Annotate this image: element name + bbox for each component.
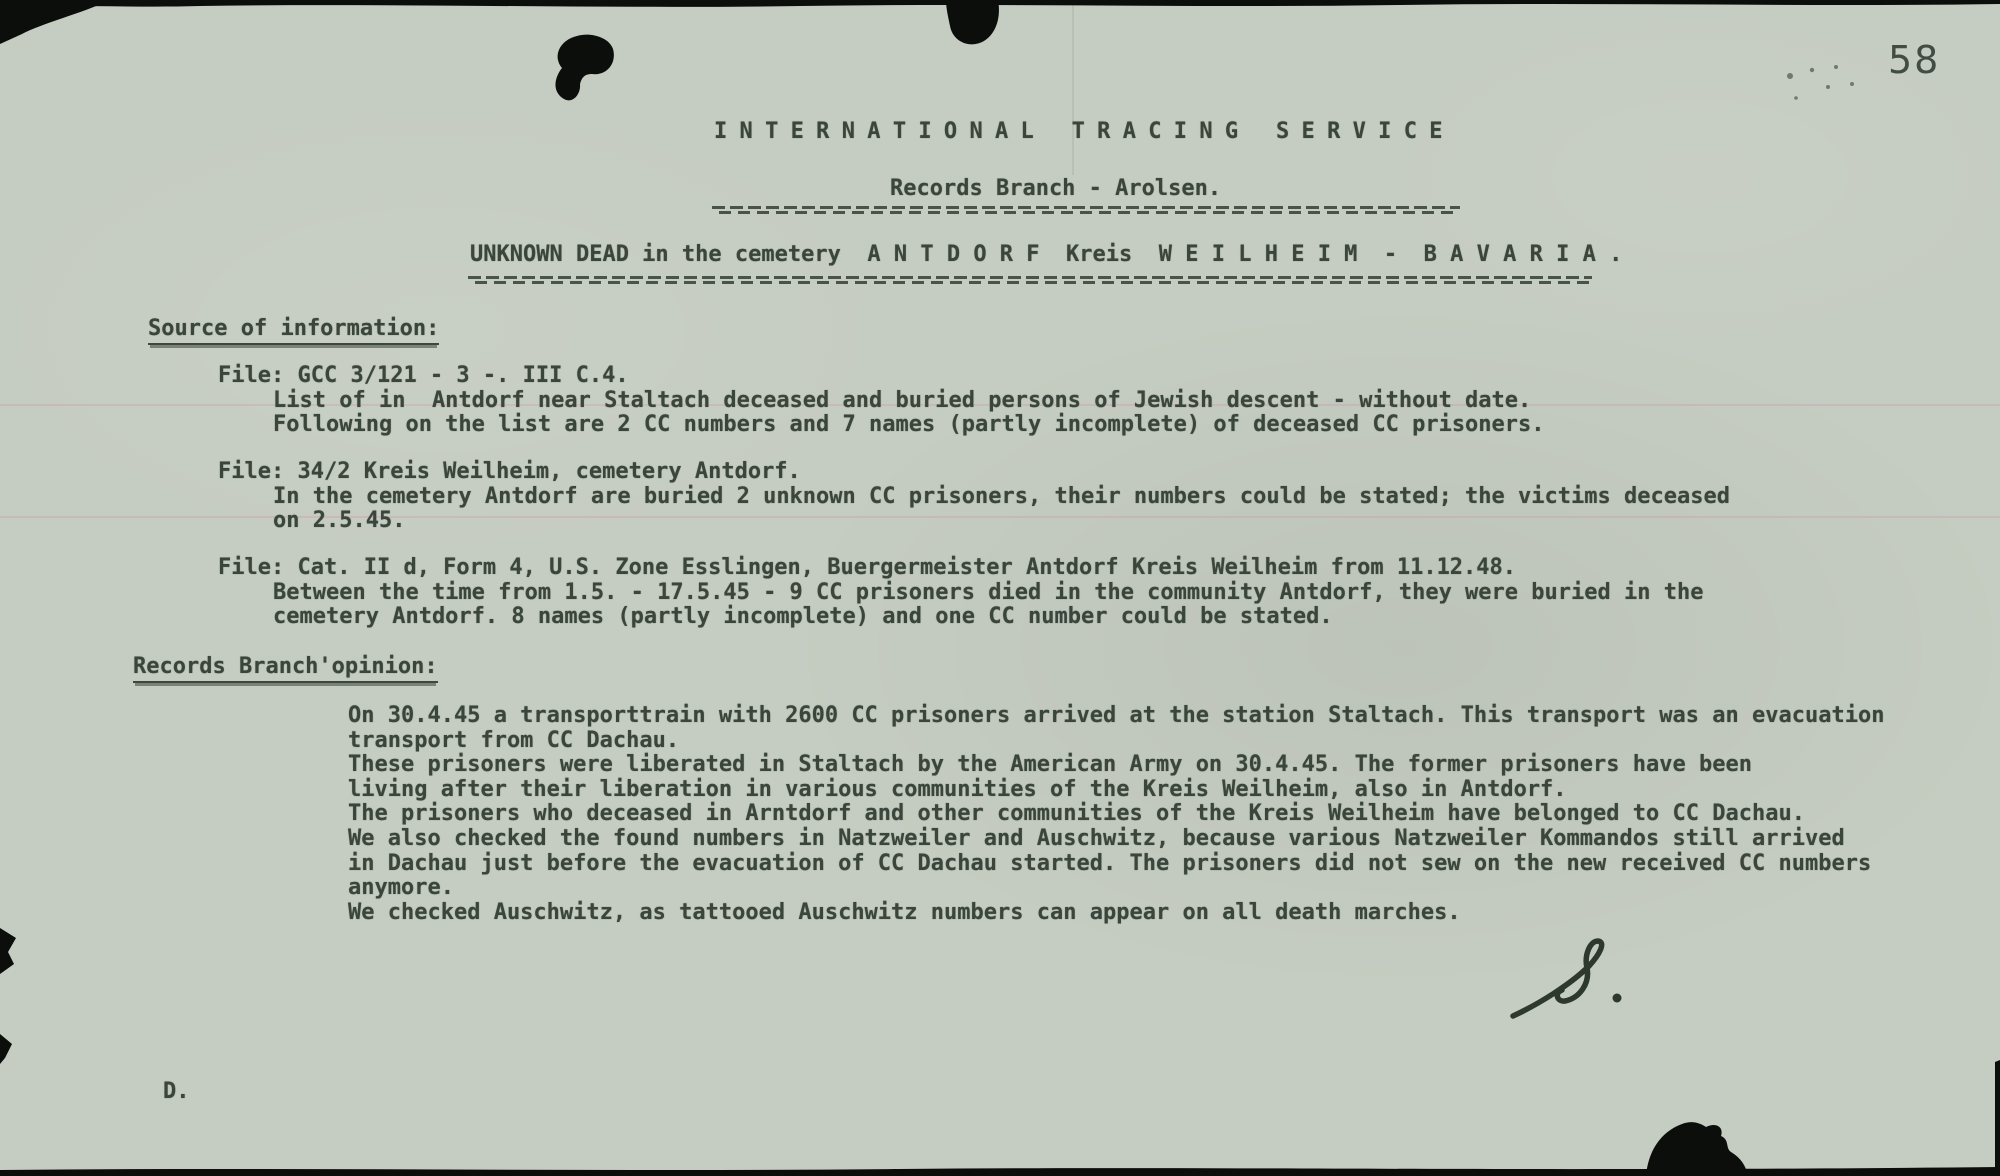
file-entry: [218, 555, 1704, 630]
file-entry: [218, 459, 1730, 534]
scan-blob-bottom-right: [1646, 1122, 1748, 1176]
scan-nick-left-mid: [0, 928, 16, 974]
opinion-heading-text: Records Branch'opinion:: [133, 654, 438, 683]
file-reference-line: [218, 556, 1703, 581]
document-title: UNKNOWN DEAD in the cemetery A N T D O R F Kreis W E I L H E I M - B A V A R I A .: [470, 242, 1623, 267]
branch-subtitle: Records Branch - Arolsen.: [890, 176, 1222, 201]
opinion-line: in Dachau just before the evacuation of CC Dachau started. The prisoners did not sew on the new received CC numbers: [348, 850, 1872, 876]
file-line: Between the time from 1.5. - 17.5.45 - 9 CC prisoners died in the community Antdorf, they were buried in the: [273, 579, 1704, 605]
scan-nick-left-low: [0, 1034, 12, 1064]
file-line: Following on the list are 2 CC numbers and 7 names (partly incomplete) of deceased CC prisoners.: [273, 412, 1545, 438]
opinion-section-heading: [133, 655, 438, 680]
file-reference: GCC 3/121 - 3 -. III C.4.: [297, 363, 629, 388]
signature-dot: [1613, 994, 1622, 1003]
opinion-line: These prisoners were liberated in Staltach by the American Army on 30.4.45. The former prisoners have been: [348, 752, 1752, 778]
scan-corner-top-left: [0, 0, 110, 44]
file-entry: [218, 363, 1545, 438]
file-line: List of in Antdorf near Staltach deceased and buried persons of Jewish descent - without date.: [273, 387, 1532, 413]
opinion-line: transport from CC Dachau.: [348, 727, 680, 753]
scan-edge-top: [0, 0, 2000, 7]
opinion-line: anymore.: [348, 875, 454, 901]
ink-specks: [1787, 65, 1854, 100]
file-line: on 2.5.45.: [273, 508, 406, 534]
scan-edge-bottom: [0, 1167, 2000, 1176]
file-reference: Cat. II d, Form 4, U.S. Zone Esslingen, Buergermeister Antdorf Kreis Weilheim from 11.12.48.: [297, 555, 1517, 580]
opinion-paragraph: [348, 704, 1884, 925]
opinion-line: We checked Auschwitz, as tattooed Auschwitz numbers can appear on all death marches.: [348, 899, 1461, 925]
separator-line: [712, 206, 1460, 214]
page-number: 58: [1888, 38, 1941, 82]
file-reference-line: [218, 364, 1545, 389]
hole-punch-blob-right: [946, 0, 999, 44]
handwritten-initial-icon: [1505, 938, 1675, 1033]
source-heading-text: Source of information:: [148, 316, 439, 345]
opinion-line: The prisoners who deceased in Arntdorf and other communities of the Kreis Weilheim have belonged to CC Dachau.: [348, 801, 1805, 827]
hole-punch-blob-left: [556, 35, 614, 101]
source-section-heading: [148, 317, 439, 342]
org-title: INTERNATIONAL TRACING SERVICE: [714, 119, 1455, 144]
opinion-line: living after their liberation in various communities of the Kreis Weilheim, also in Antdorf.: [348, 776, 1567, 802]
file-reference-line: [218, 460, 1730, 485]
opinion-line: On 30.4.45 a transporttrain with 2600 CC prisoners arrived at the station Staltach. This transport was an evacuation: [348, 703, 1885, 728]
scan-edge-right-low: [1995, 1060, 2000, 1176]
file-label: File:: [218, 555, 285, 580]
file-label: File:: [218, 459, 285, 484]
file-reference: 34/2 Kreis Weilheim, cemetery Antdorf.: [297, 459, 801, 484]
file-line: cemetery Antdorf. 8 names (partly incomplete) and one CC number could be stated.: [273, 604, 1333, 630]
paper-crease: [1072, 0, 1074, 175]
separator-line: [468, 276, 1592, 284]
opinion-line: We also checked the found numbers in Natzweiler and Auschwitz, because various Natzweiler Kommandos still arrived: [348, 825, 1845, 851]
file-label: File:: [218, 363, 285, 388]
file-line: In the cemetery Antdorf are buried 2 unknown CC prisoners, their numbers could be stated; the victims deceased: [273, 483, 1730, 509]
typist-initial: D.: [163, 1079, 190, 1104]
